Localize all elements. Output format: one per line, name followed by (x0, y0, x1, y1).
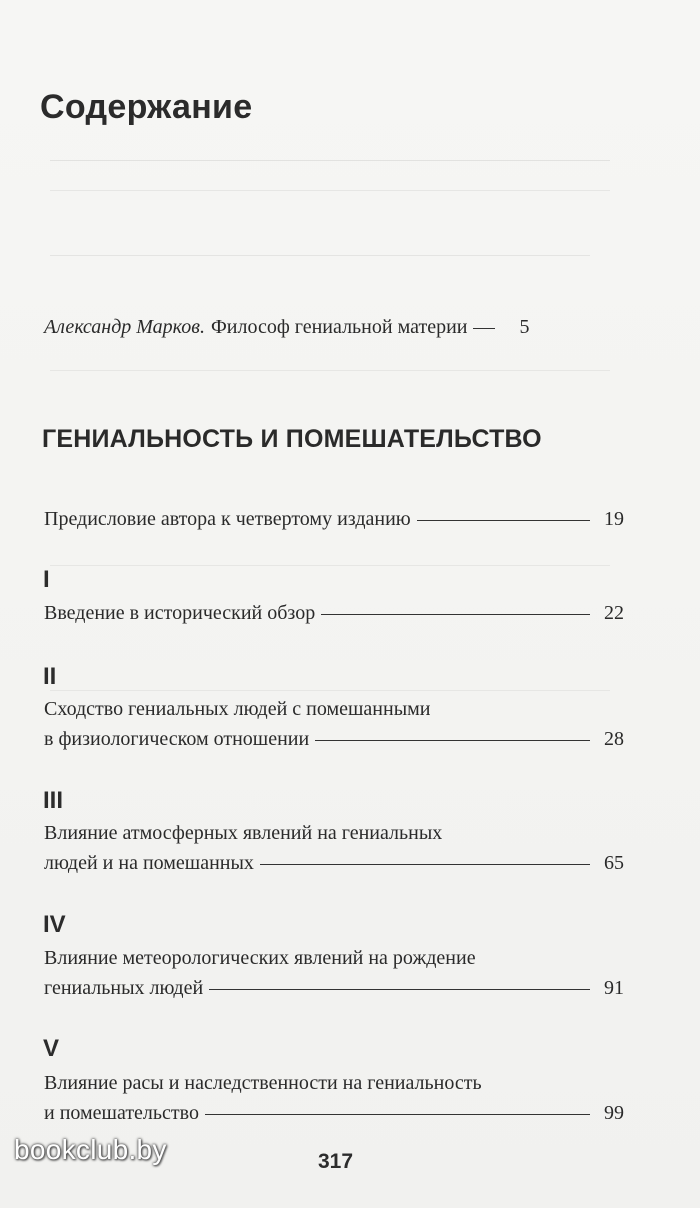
page-number: 317 (318, 1150, 354, 1173)
page-title: Содержание (40, 88, 253, 126)
entry-page-number: 19 (604, 508, 624, 530)
intro-page-number: 5 (519, 316, 530, 338)
bleed-through-shadow (50, 555, 610, 566)
entry-title-line: гениальных людей (44, 977, 204, 999)
entry-title-line: Предисловие автора к четвертому изданию (44, 508, 411, 530)
chapter-numeral: IV (43, 911, 66, 938)
bleed-through-shadow (50, 180, 610, 191)
toc-entry-preface[interactable] (44, 504, 624, 534)
toc-entry-chapter-2[interactable] (44, 694, 624, 754)
section-title: ГЕНИАЛЬНОСТЬ И ПОМЕШАТЕЛЬСТВО (42, 425, 542, 453)
entry-title-line: и помешательство (44, 1102, 199, 1124)
dot-leader (205, 1114, 590, 1115)
bleed-through-shadow (50, 680, 610, 691)
dot-leader (209, 989, 590, 990)
entry-title-line: людей и на помешанных (44, 852, 254, 874)
entry-page-number: 22 (604, 602, 624, 624)
toc-entry-chapter-1[interactable] (44, 598, 624, 628)
entry-title-line: Влияние метеорологических явлений на рождение (44, 947, 476, 969)
toc-entry-chapter-5[interactable] (44, 1068, 624, 1128)
entry-page-number: 99 (604, 1102, 624, 1124)
chapter-numeral: V (43, 1035, 60, 1062)
dot-leader (473, 328, 495, 329)
watermark-logo: bookclub.by (14, 1134, 167, 1165)
chapter-numeral: II (43, 663, 57, 690)
dot-leader (417, 520, 590, 521)
entry-title-line: Влияние атмосферных явлений на гениальных (44, 822, 443, 844)
entry-page-number: 28 (604, 728, 624, 750)
bleed-through-shadow (50, 360, 610, 371)
dot-leader (321, 614, 590, 615)
chapter-numeral: I (43, 566, 50, 593)
toc-entry-chapter-4[interactable] (44, 943, 624, 1003)
bleed-through-shadow (50, 150, 610, 161)
dot-leader (315, 740, 590, 741)
entry-page-number: 91 (604, 977, 624, 999)
entry-title-line: Влияние расы и наследственности на гениальность (44, 1072, 482, 1094)
entry-title-line: в физиологическом отношении (44, 728, 310, 750)
intro-author: Александр Марков. (44, 316, 205, 338)
chapter-numeral: III (43, 787, 64, 814)
toc-entry-chapter-3[interactable] (44, 818, 624, 878)
entry-title-line: Введение в исторический обзор (44, 602, 316, 624)
entry-page-number: 65 (604, 852, 624, 874)
bleed-through-shadow (50, 245, 590, 256)
intro-title: Философ гениальной материи (210, 316, 468, 338)
entry-title-line: Сходство гениальных людей с помешанными (44, 698, 431, 720)
dot-leader (260, 864, 590, 865)
toc-intro-entry[interactable] (44, 316, 604, 339)
